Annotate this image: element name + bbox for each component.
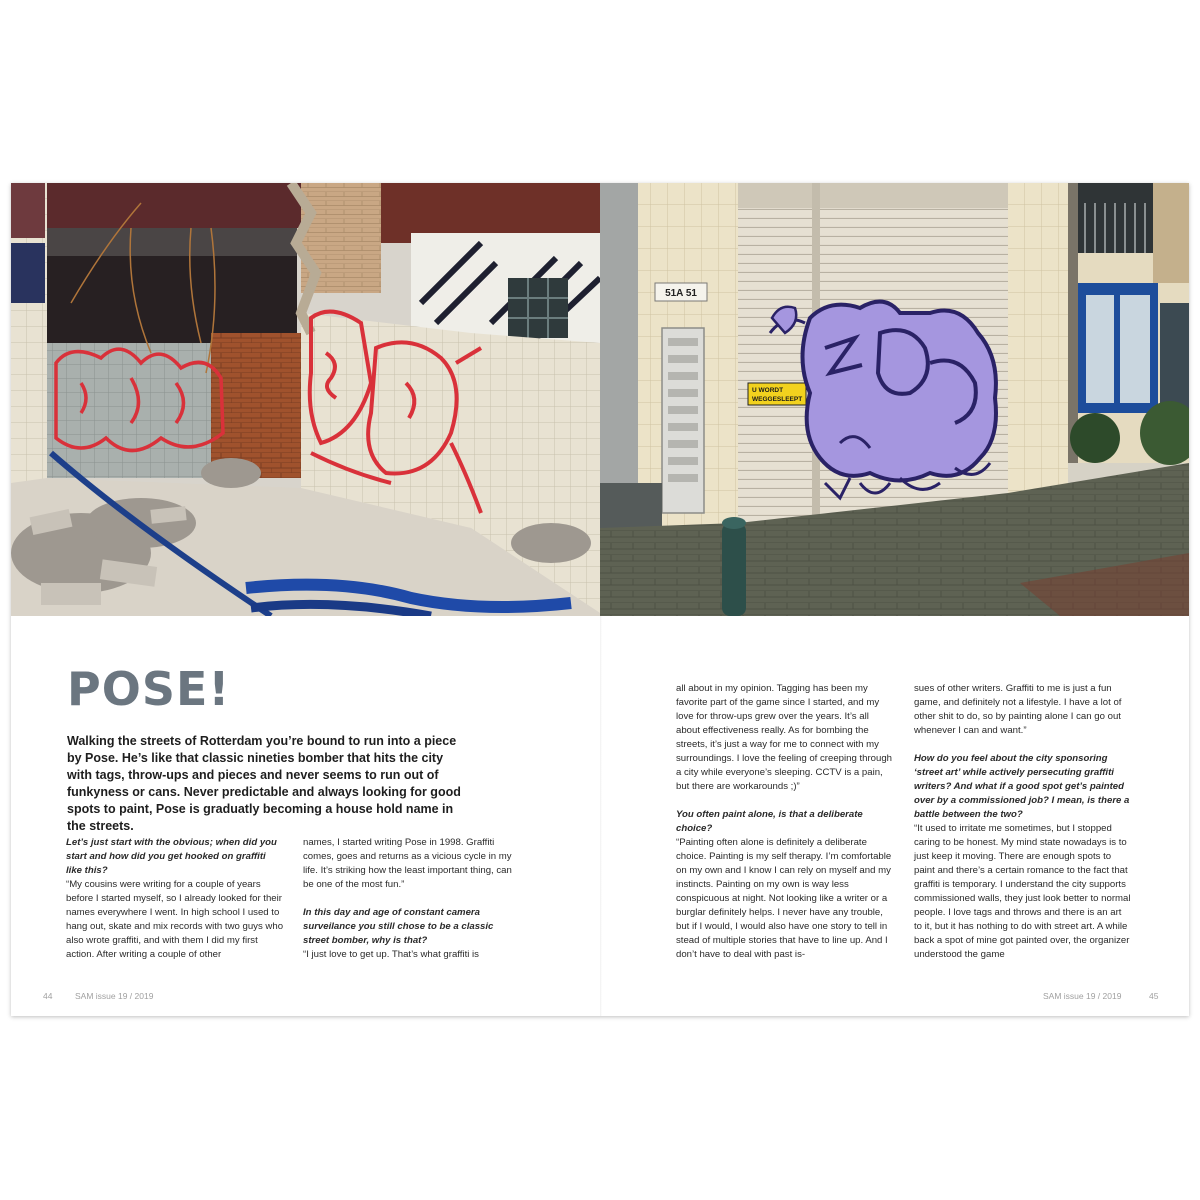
answer-2: “I just love to get up. That’s what graffiti is bbox=[303, 949, 479, 960]
text-column-1 bbox=[66, 836, 284, 962]
question-4: How do you feel about the city sponsoring ‘street art’ while actively persecuting graffiti writers? And what if a good spot get’s painted over by a commissioned job? I mean, is there a battle between the two? bbox=[914, 753, 1130, 820]
photo-shutter-throwup bbox=[600, 183, 1189, 616]
text-column-2 bbox=[303, 836, 521, 962]
answer-4: “It used to irritate me sometimes, but I stopped caring to be honest. My mind state nowadays is to just keep it moving. There are enough spots to paint and there’s a certain romance to the fact that graffiti is temporary. I understand the city supports commissioned walls, they just look better to normal people. I love tags and throws and there is an art to it, but it has nothing to do with street art. A while back a spot of mine got painted over, the organizer understood the game bbox=[914, 823, 1131, 960]
question-3: You often paint alone, is that a deliberate choice? bbox=[676, 809, 863, 834]
photo-demolished-wall bbox=[11, 183, 600, 616]
question-1: Let’s just start with the obvious; when did you start and how did you get hooked on graffiti like this? bbox=[66, 837, 277, 876]
left-page-number: 44 bbox=[43, 991, 53, 1001]
article-intro: Walking the streets of Rotterdam you’re bound to run into a piece by Pose. He’s like that classic nineties bomber that hits the city with tags, throw-ups and pieces and never seems to run out of funkyness or cans. Never predictable and always looking for good spots to paint, Pose is graduatly becoming a house hold name in the streets. bbox=[67, 734, 461, 833]
house-number-text: 51A 51 bbox=[665, 288, 697, 299]
shutter-graffiti-image bbox=[600, 183, 1189, 616]
left-folio-magazine: SAM issue 19 / 2019 bbox=[75, 991, 154, 1001]
answer-1: “My cousins were writing for a couple of years before I started myself, so I already looked for their names everywhere I went. In high school I used to hang out, skate and mix records with two guys who also wrote graffiti, and with them I did my first action. After writing a couple of other bbox=[66, 879, 284, 960]
answer-3: “Painting often alone is definitely a deliberate choice. Painting is my self therapy. I’m comfortable on my own and I know I can rely on myself and my instincts. Painting on my own is way less conspicuous at night. Not looking like a writer or a burglar definitely helps. I never have any trouble, but if I would, I would also have one story to tell in stead of multiple stories that have to line up. And I don’t have to deal with past is- bbox=[676, 837, 892, 960]
sticker-text-line2: WEGGESLEEPT bbox=[752, 396, 803, 403]
article-title: POSE! bbox=[67, 662, 231, 716]
demolition-site-image bbox=[11, 183, 600, 616]
text-column-4 bbox=[914, 682, 1132, 962]
sticker-text-line1: U WORDT bbox=[752, 387, 784, 394]
right-folio-magazine: SAM issue 19 / 2019 bbox=[1043, 991, 1122, 1001]
text-column-3 bbox=[676, 682, 894, 962]
page-gutter-shadow bbox=[600, 616, 602, 1016]
question-2: In this day and age of constant camera surveilance you still chose to be a classic street bomber, why is that? bbox=[303, 907, 494, 946]
magazine-spread bbox=[11, 183, 1189, 1016]
answer-1-continued: names, I started writing Pose in 1998. Graffiti comes, goes and returns as a vicious cycle in my life. It’s striking how the least important thing, can be one of the most fun.” bbox=[303, 837, 512, 890]
answer-2-continued: all about in my opinion. Tagging has been my favorite part of the game since I started, and my love for throw-ups grew over the years. It’s all about effectiveness really. As for bombing the streets, it’s just a way for me to connect with my surroundings. I love the feeling of creeping through a city while everyone’s sleeping. CCTV is a pain, but there are workarounds ;)” bbox=[676, 683, 892, 792]
answer-3-continued: sues of other writers. Graffiti to me is just a fun game, and definitely not a lifestyle. I have a lot of other shit to do, so by painting alone I can go out whenever I can and want.” bbox=[914, 683, 1122, 736]
right-page-number: 45 bbox=[1149, 991, 1159, 1001]
